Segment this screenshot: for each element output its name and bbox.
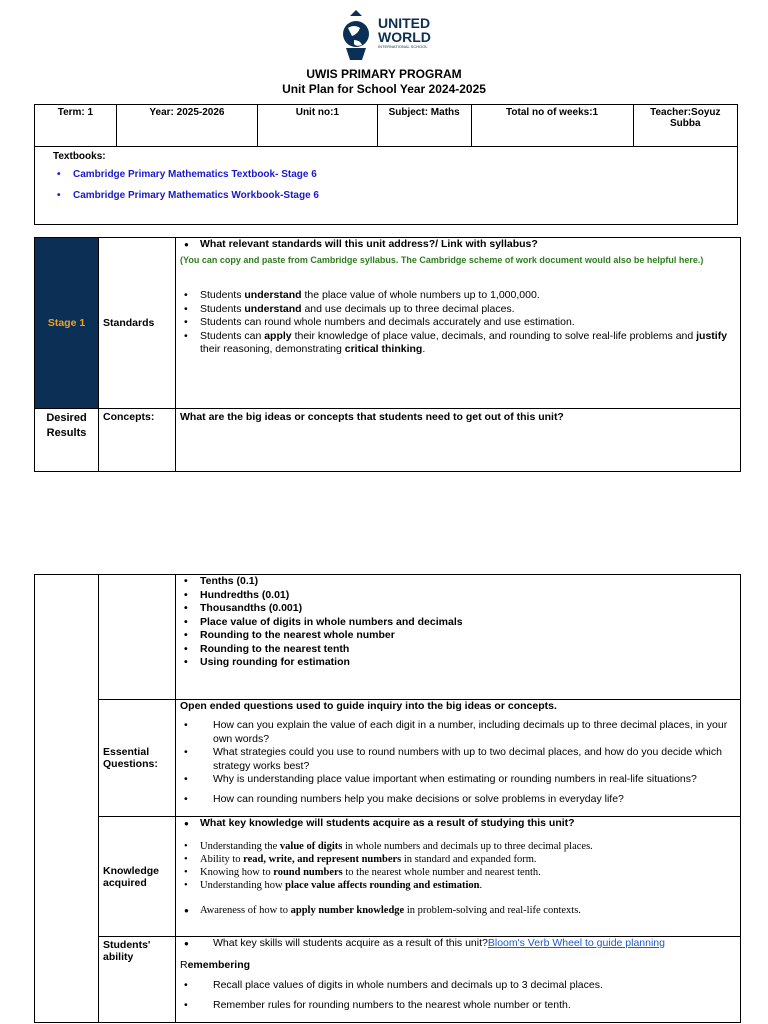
- concept-item: • Thousandths (0.001): [180, 602, 736, 616]
- essential-item: • Why is understanding place value important when estimating or rounding numbers in real-life situations?: [180, 773, 736, 787]
- concept-item: • Rounding to the nearest whole number: [180, 629, 736, 643]
- year-cell: Year: 2025-2026: [116, 105, 257, 147]
- standard-item: • Students understand and use decimals up to three decimal places.: [180, 303, 736, 317]
- textbook-item: • Cambridge Primary Mathematics Textbook- Stage 6: [53, 168, 733, 182]
- knowledge-item: • Understanding how place value affects rounding and estimation.: [180, 879, 736, 892]
- plan-title: Unit Plan for School Year 2024-2025: [282, 82, 486, 96]
- knowledge-item: • Understanding the value of digits in whole numbers and decimals up to three decimal places.: [180, 840, 736, 853]
- header-table: [34, 104, 738, 225]
- ability-item: • Recall place values of digits in whole numbers and decimals up to 3 decimal places.: [180, 979, 736, 993]
- remembering-heading: Remembering: [180, 958, 251, 971]
- program-title: UWIS PRIMARY PROGRAM: [306, 67, 462, 81]
- term-cell: Term: 1: [35, 105, 117, 147]
- logo-line3: INTERNATIONAL SCHOOL: [378, 44, 428, 49]
- students-ability-cell: [176, 937, 741, 1023]
- unit-cell: Unit no:1: [258, 105, 378, 147]
- concept-item: • Rounding to the nearest tenth: [180, 643, 736, 657]
- textbooks-label: Textbooks:: [53, 151, 106, 162]
- concepts-question: What are the big ideas or concepts that students need to get out of this unit?: [176, 409, 741, 472]
- essential-questions-cell: [176, 700, 741, 817]
- school-logo: [338, 8, 434, 64]
- standard-item: • Students can round whole numbers and decimals accurately and use estimation.: [180, 316, 736, 330]
- knowledge-item: • Ability to read, write, and represent numbers in standard and expanded form.: [180, 853, 736, 866]
- concepts-list-cell: [176, 575, 741, 700]
- standards-note: (You can copy and paste from Cambridge syllabus. The Cambridge scheme of work document would also be helpful here.): [180, 255, 704, 265]
- knowledge-label: Knowledge acquired: [99, 817, 176, 937]
- standards-label: Standards: [99, 238, 176, 409]
- concept-item: • Hundredths (0.01): [180, 589, 736, 603]
- left-empty-cell: [35, 575, 99, 1023]
- ability-question: ● What key skills will students acquire as a result of this unit?Bloom's Verb Wheel to guide planning: [180, 937, 736, 951]
- knowledge-question: ● What key knowledge will students acquire as a result of studying this unit?: [180, 817, 736, 831]
- essential-item: • How can you explain the value of each digit in a number, including decimals up to three decimal places, in your own words?: [180, 719, 736, 746]
- details-table: [34, 574, 741, 1023]
- standards-question: ● What relevant standards will this unit address?/ Link with syllabus?: [180, 238, 736, 251]
- concepts-label: Concepts:: [99, 409, 176, 472]
- students-ability-label: Students' ability: [99, 937, 176, 1023]
- stage-label: Stage 1: [35, 238, 99, 409]
- essential-questions-label: Essential Questions:: [99, 700, 176, 817]
- logo-line2: WORLD: [378, 29, 431, 45]
- textbooks-cell: [35, 147, 738, 225]
- textbook-item: • Cambridge Primary Mathematics Workbook-Stage 6: [53, 189, 733, 203]
- logo-line1: UNITED: [378, 15, 431, 31]
- weeks-cell: Total no of weeks:1: [471, 105, 633, 147]
- stage-table: [34, 237, 741, 472]
- concept-item: • Using rounding for estimation: [180, 656, 736, 670]
- blooms-verb-wheel-link[interactable]: Bloom's Verb Wheel to guide planning: [487, 937, 665, 949]
- concept-item: • Tenths (0.1): [180, 575, 736, 589]
- subject-cell: Subject: Maths: [377, 105, 471, 147]
- knowledge-cell: [176, 817, 741, 937]
- standard-item: • Students understand the place value of whole numbers up to 1,000,000.: [180, 289, 736, 303]
- essential-item: • What strategies could you use to round numbers with up to two decimal places, and how do you decide which strategy works best?: [180, 746, 736, 773]
- desired-results-label: Desired Results: [35, 409, 99, 472]
- globe-icon: [338, 8, 374, 64]
- concept-item: • Place value of digits in whole numbers and decimals: [180, 616, 736, 630]
- essential-intro: Open ended questions used to guide inquiry into the big ideas or concepts.: [180, 700, 557, 712]
- concepts-empty-label: [99, 575, 176, 700]
- ability-item: • Remember rules for rounding numbers to the nearest whole number or tenth.: [180, 999, 736, 1013]
- essential-item: • How can rounding numbers help you make decisions or solve problems in everyday life?: [180, 793, 736, 807]
- knowledge-item: ● Awareness of how to apply number knowledge in problem-solving and real-life contexts.: [180, 904, 736, 918]
- knowledge-item: • Knowing how to round numbers to the nearest whole number and nearest tenth.: [180, 866, 736, 879]
- standards-cell: [176, 238, 741, 409]
- standard-item: • Students can apply their knowledge of place value, decimals, and rounding to solve real-life problems and justify their reasoning, demonstrating critical thinking.: [180, 330, 736, 357]
- teacher-cell: Teacher:Soyuz Subba: [633, 105, 737, 147]
